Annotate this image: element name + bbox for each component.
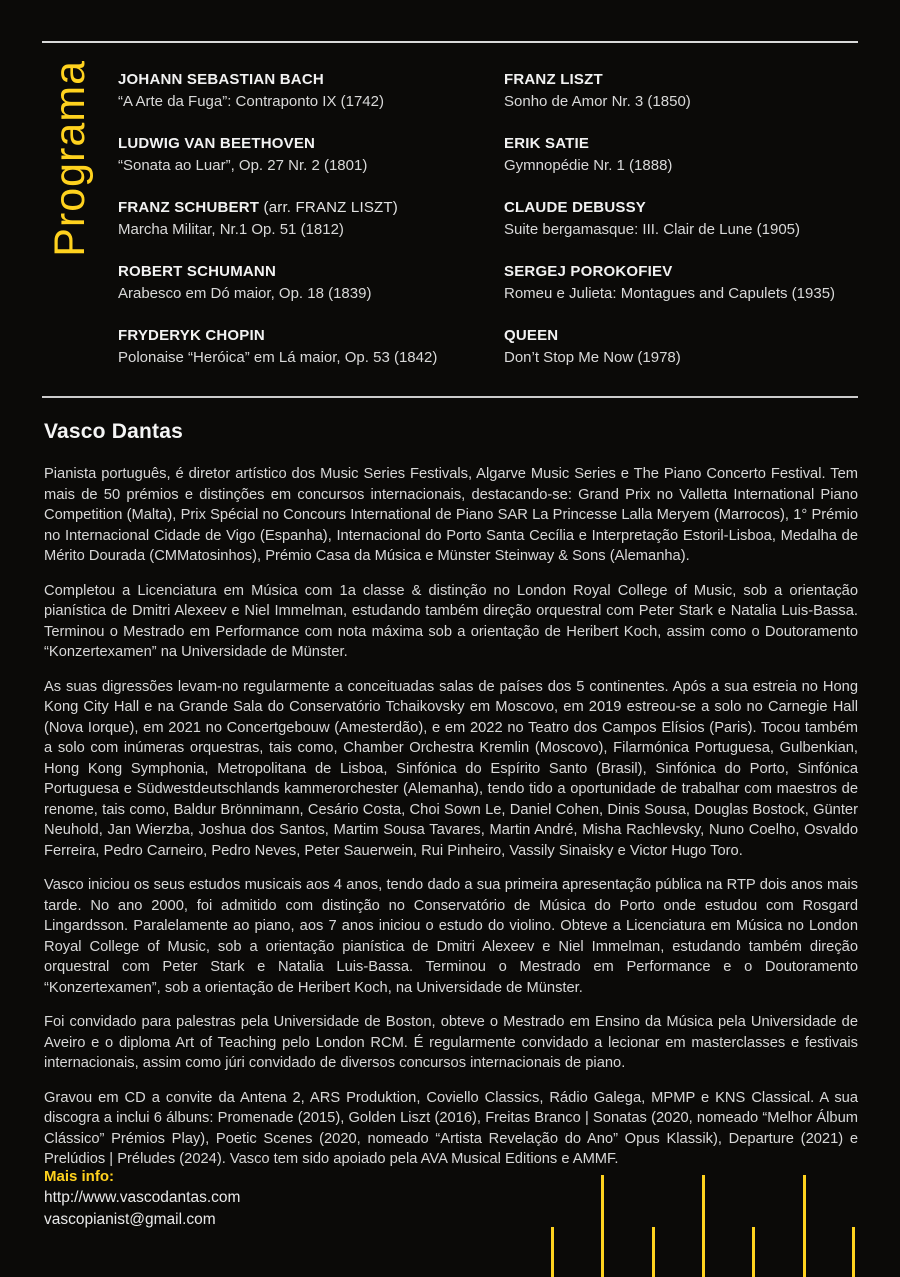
- program-section-label: Programa: [46, 60, 94, 257]
- program-entry: [118, 198, 498, 239]
- work-title: Marcha Militar, Nr.1 Op. 51 (1812): [118, 221, 344, 238]
- bio-paragraph: Vasco iniciou os seus estudos musicais aos 4 anos, tendo dado a sua primeira apresentação pública na RTP dois anos mais tarde. No ano 2000, foi admitido com distinção no Conservatório de Música do Porto onde estudou com Rosgard Lingardsson. Paralelamente ao piano, aos 7 anos iniciou o estudo do violino. Obteve a Licenciatura em Música no London Royal College of Music, sob a orientação pianística de Dmitri Alexeev e Niel Immelman, estudando também direção orquestral com Peter Stark e Natalia Luis-Bassa. Terminou o Mestrado em Performance e o Doutoramento “Konzertexamen”, sob a orientação de Heribert Koch, na Universidade de Münster.: [44, 877, 858, 996]
- decoration-bar: [752, 1227, 755, 1277]
- program-entry: [118, 134, 498, 175]
- program-entry: [504, 262, 876, 303]
- program-entry: [118, 70, 498, 111]
- program-column-left: [118, 70, 498, 390]
- composer-name: FRYDERYK CHOPIN: [118, 327, 265, 344]
- work-title: Sonho de Amor Nr. 3 (1850): [504, 93, 691, 110]
- work-title: Suite bergamasque: III. Clair de Lune (1905): [504, 221, 801, 238]
- composer-name: ROBERT SCHUMANN: [118, 263, 276, 280]
- decoration-bar: [702, 1175, 705, 1277]
- decoration-bar: [551, 1227, 554, 1277]
- program-entry: [118, 262, 498, 303]
- composer-name: CLAUDE DEBUSSY: [504, 199, 646, 216]
- work-title: Polonaise “Heróica” em Lá maior, Op. 53 (1842): [118, 349, 438, 366]
- decoration-bar: [601, 1175, 604, 1277]
- decoration-bar: [852, 1227, 855, 1277]
- composer-name: FRANZ SCHUBERT (arr. FRANZ LISZT): [118, 199, 398, 216]
- bio-paragraph: Completou a Licenciatura em Música com 1a classe & distinção no London Royal College of Music, sob a orientação pianística de Dmitri Alexeev e Niel Immelman, estudando também direção orquestral com Peter Stark e Natalia Luis-Bassa. Terminou o Mestrado em Performance com nota máxima sob a orientação de Heribert Koch, assim como o Doutoramento “Konzertexamen” na Universidade de Münster.: [44, 582, 858, 660]
- artist-name-heading: Vasco Dantas: [44, 420, 183, 443]
- section-divider: [42, 396, 858, 398]
- bio-paragraph: As suas digressões levam-no regularmente a conceituadas salas de países dos 5 continentes. Após a sua estreia no Hong Kong City Hall e na Grande Sala do Conservatório Tchaikovsky em Moscovo, em 2019 estreou-se a solo no Carnegie Hall (Nova Iorque), em 2021 no Concertgebouw (Amesterdão), e em 2022 no Teatro dos Campos Elísios (Paris). Tocou também a solo com inúmeras orquestras, tais como, Chamber Orchestra Kremlin (Moscovo), Filarmónica Portuguesa, Gulbenkian, Hong Kong Symphonia, Metropolitana de Lisboa, Sinfónica do Espírito Santo (Brasil), Sinfónica do Porto, Sinfónica Portuguesa e Südwestdeutschlands kammerorchester (Alemanha), tendo tido a oportunidade de trabalhar com maestros de renome, tais como, Baldur Brönnimann, Cesário Costa, Choi Sown Le, Daniel Cohen, Dinis Sousa, Douglas Bostock, Günter Neuhold, Jan Wierzba, Joshua dos Santos, Martim Sousa Tavares, Martin André, Misha Rachlevsky, Nuno Coelho, Osvaldo Ferreira, Pedro Carneiro, Pedro Neves, Peter Sauerwein, Rui Pinheiro, Vassily Sinaisky e Victor Hugo Toro.: [44, 678, 858, 859]
- bio-paragraph: Foi convidado para palestras pela Universidade de Boston, obteve o Mestrado em Ensino da Música pela Universidade de Aveiro e o diploma Art of Teaching pelo London RCM. É regularmente convidado a lecionar em masterclasses e festivais internacionais, assim como júri convidado de diversos concursos internacionais de piano.: [44, 1014, 858, 1071]
- composer-name: QUEEN: [504, 327, 559, 344]
- program-column-right: [504, 70, 876, 390]
- website-link[interactable]: http://www.vascodantas.com: [44, 1189, 241, 1206]
- more-info-label: Mais info:: [44, 1168, 114, 1185]
- program-entry: [118, 326, 498, 367]
- biography-section: [44, 420, 858, 1184]
- work-title: Romeu e Julieta: Montagues and Capulets (1935): [504, 285, 836, 302]
- email-link[interactable]: vascopianist@gmail.com: [44, 1210, 216, 1228]
- program-entry: [504, 326, 876, 367]
- composer-name: ERIK SATIE: [504, 135, 590, 152]
- work-title: Arabesco em Dó maior, Op. 18 (1839): [118, 285, 372, 302]
- composer-name: SERGEJ POROKOFIEV: [504, 263, 673, 280]
- composer-name: LUDWIG VAN BEETHOVEN: [118, 135, 316, 152]
- decoration-bar: [803, 1175, 806, 1277]
- decoration-bar: [652, 1227, 655, 1277]
- top-divider: [42, 41, 858, 43]
- program-entry: [504, 134, 876, 175]
- work-title: Don’t Stop Me Now (1978): [504, 349, 681, 366]
- bio-paragraph: Pianista português, é diretor artístico dos Music Series Festivals, Algarve Music Series e The Piano Concerto Festival. Tem mais de 50 prémios e distinções em concursos internacionais, destacando-se: Grand Prix no Valletta International Piano Competition (Malta), Prix Spécial no Concours International de Piano SAR La Princesse Lalla Meryem (Marrocos), 1° Prémio no Internacional Cidade de Vigo (Espanha), Internacional do Porto Santa Cecília e Interpretação Estoril-Lisboa, Medalha de Mérito Dourada (CMMatosinhos), Prémio Casa da Música e Münster Steinway & Sons (Alemanha).: [44, 466, 858, 564]
- contact-info: [44, 1166, 240, 1230]
- work-title: Gymnopédie Nr. 1 (1888): [504, 157, 673, 174]
- composer-name: JOHANN SEBASTIAN BACH: [118, 71, 324, 88]
- program-entry: [504, 70, 876, 111]
- work-title: “A Arte da Fuga”: Contraponto IX (1742): [118, 93, 384, 110]
- composer-name: FRANZ LISZT: [504, 71, 603, 88]
- program-entry: [504, 198, 876, 239]
- work-title: “Sonata ao Luar”, Op. 27 Nr. 2 (1801): [118, 157, 368, 174]
- bio-paragraph: Gravou em CD a convite da Antena 2, ARS Produktion, Coviello Classics, Rádio Galega, MPMP e KNS Classical. A sua discogra a inclui 6 álbuns: Promenade (2015), Golden Liszt (2016), Freitas Branco | Sonatas (2020, nomeado “Melhor Álbum Clássico” Prémios Play), Poetic Scenes (2020, nomeado “Artista Revelação do Ano” Opus Klassik), Departure (2021) e Prelúdios | Préludes (2024). Vasco tem sido apoiado pela AVA Musical Editions e AMMF.: [44, 1089, 858, 1167]
